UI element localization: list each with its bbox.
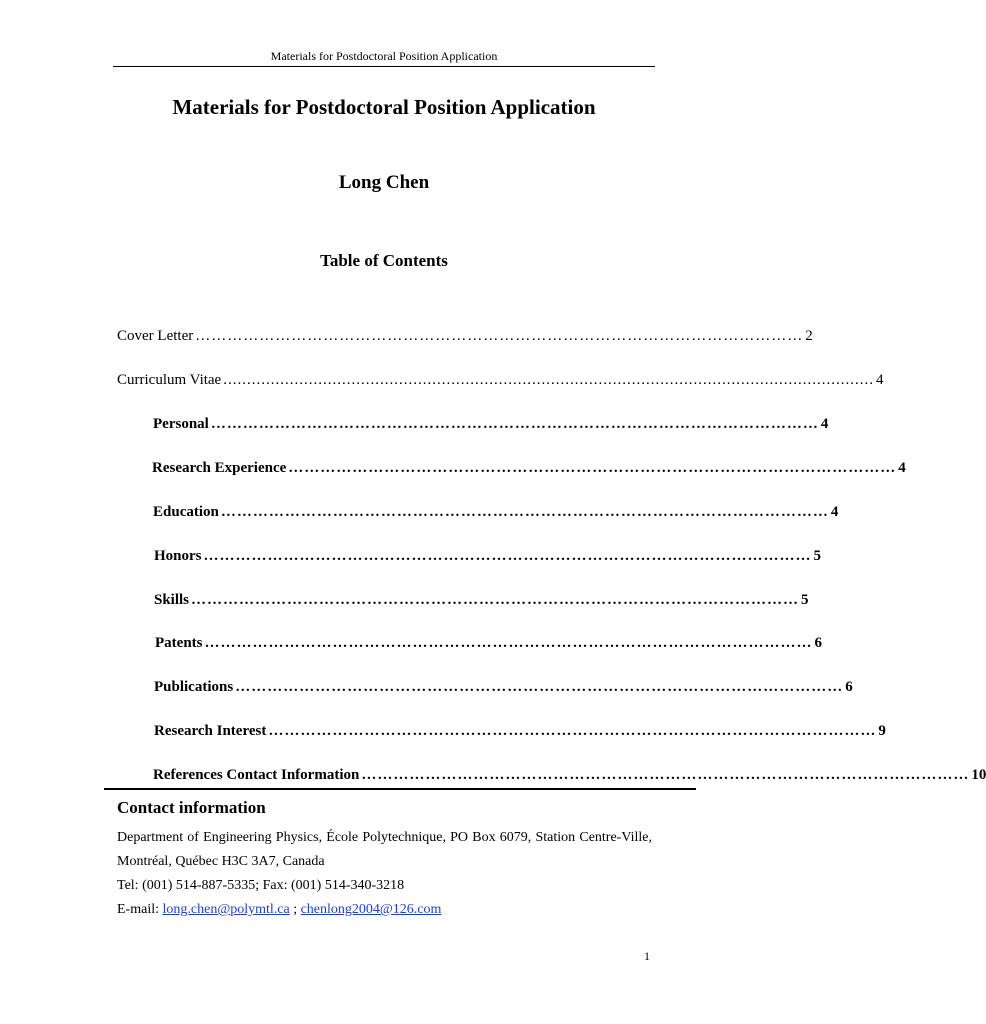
contact-phone-fax: Tel: (001) 514-887-5335; Fax: (001) 514-340-3218 — [117, 878, 405, 893]
email-prefix: E-mail: — [117, 902, 163, 917]
toc-entry-page: 6 — [845, 679, 853, 695]
toc-entry-page: 5 — [801, 592, 809, 608]
toc-entry-research-experience[interactable] — [152, 457, 906, 479]
toc-leader-dots: …………………………………………………………………………………………………… — [204, 635, 813, 651]
toc-entry-patents[interactable] — [155, 632, 822, 654]
toc-leader-dots: …………………………………………………………………………………………………… — [220, 504, 829, 520]
toc-leader-dots: …………………………………………………………………………………………………… — [361, 767, 970, 783]
toc-entry-label: Curriculum Vitae — [117, 372, 222, 388]
toc-entry-page: 4 — [830, 504, 839, 520]
toc-leader-dots: …………………………………………………………………………………………………… — [288, 460, 897, 476]
toc-entry-publications[interactable] — [154, 676, 853, 698]
contact-email-line — [117, 898, 441, 922]
toc-entry-label: References Contact Information — [153, 767, 360, 783]
toc-entry-label: Skills — [154, 592, 190, 608]
page-number: 1 — [644, 949, 650, 963]
toc-leader-dots: …………………………………………………………………………………………………… — [203, 548, 812, 564]
toc-entry-page: 5 — [813, 548, 822, 564]
toc-entry-label: Research Experience — [152, 460, 287, 476]
toc-entry-curriculum-vitae[interactable] — [117, 369, 884, 391]
toc-leader-dots: …………………………………………………………………………………………………… — [235, 679, 844, 695]
toc-entry-label: Research Interest — [154, 723, 267, 739]
toc-leader-dots: ......................................................................................................................................... — [223, 372, 874, 388]
toc-entry-label: Honors — [154, 548, 202, 564]
author-name: Long Chen — [338, 172, 430, 193]
email-link-126[interactable]: chenlong2004@126.com — [300, 902, 442, 917]
toc-entry-page: 4 — [875, 372, 884, 388]
toc-heading: Table of Contents — [320, 251, 448, 270]
toc-entry-honors[interactable] — [154, 545, 822, 567]
toc-entry-label: Cover Letter — [117, 328, 194, 344]
email-link-polymtl[interactable]: long.chen@polymtl.ca — [162, 902, 290, 917]
toc-entry-cover-letter[interactable] — [117, 325, 813, 347]
toc-entry-label: Education — [153, 504, 219, 520]
toc-leader-dots: …………………………………………………………………………………………………… — [191, 592, 800, 608]
email-separator: ; — [289, 902, 301, 917]
toc-entry-references-contact[interactable] — [153, 764, 986, 786]
toc-entry-label: Personal — [153, 416, 209, 432]
toc-entry-research-interest[interactable] — [154, 720, 886, 742]
toc-leader-dots: …………………………………………………………………………………………………… — [268, 723, 877, 739]
contact-address: Department of Engineering Physics, École Polytechnique, PO Box 6079, Station Centre-Ville, Montréal, Québec H3C 3A7, Canada — [117, 830, 652, 869]
toc-leader-dots: …………………………………………………………………………………………………… — [210, 416, 819, 432]
toc-entry-page: 2 — [805, 328, 813, 344]
header-divider — [113, 66, 655, 67]
running-header-title: Materials for Postdoctoral Position Application — [270, 49, 498, 63]
toc-entry-page: 6 — [814, 635, 822, 651]
toc-entry-skills[interactable] — [154, 589, 809, 611]
toc-entry-personal[interactable] — [153, 413, 829, 435]
contact-divider — [104, 788, 696, 790]
document-title: Materials for Postdoctoral Position Application — [172, 95, 596, 119]
toc-entry-page: 9 — [878, 723, 886, 739]
toc-entry-page: 4 — [820, 416, 829, 432]
toc-entry-page: 4 — [898, 460, 906, 476]
toc-leader-dots: …………………………………………………………………………………………………… — [195, 328, 804, 344]
toc-entry-education[interactable] — [153, 501, 839, 523]
toc-entry-label: Patents — [155, 635, 203, 651]
contact-heading: Contact information — [117, 798, 266, 817]
toc-entry-label: Publications — [154, 679, 234, 695]
toc-entry-page: 10 — [971, 767, 986, 783]
